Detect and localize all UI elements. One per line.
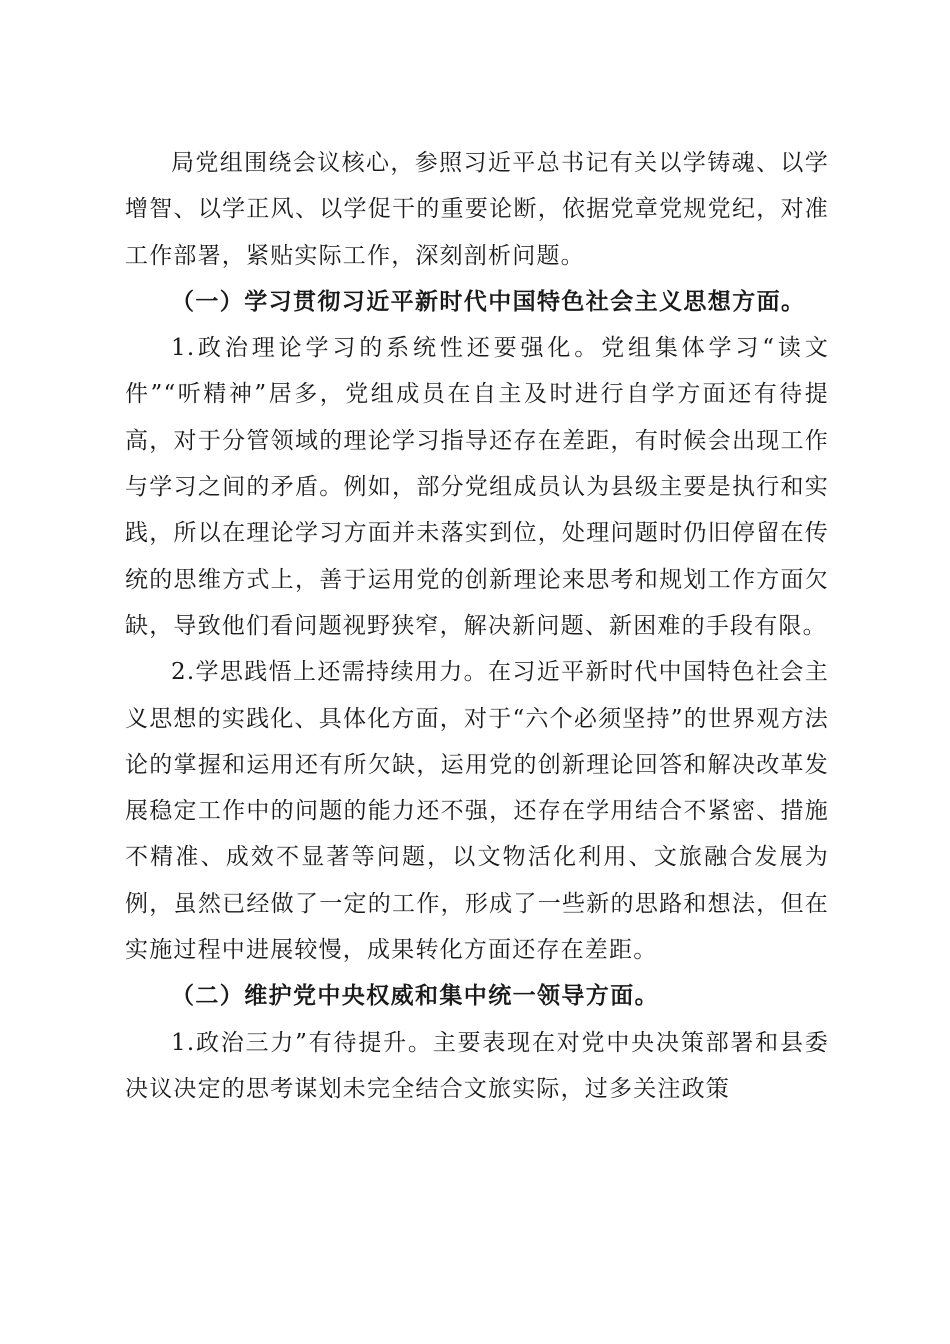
section-heading-1: （一）学习贯彻习近平新时代中国特色社会主义思想方面。 [171, 287, 806, 315]
intro-paragraph: 局党组围绕会议核心，参照习近平总书记有关以学铸魂、以学增智、以学正风、以学促干的重要论断，依据党章党规党纪，对准工作部署，紧贴实际工作，深刻剖析问题。 [125, 150, 829, 269]
paragraph-1-2: 2.学思践悟上还需持续用力。在习近平新时代中国特色社会主义思想的实践化、具体化方面，对于“六个必须坚持”的世界观方法论的掌握和运用还有所欠缺，运用党的创新理论回答和解决改革发展稳定工作中的问题的能力还不强，还存在学用结合不紧密、措施不精准、成效不显著等问题，以文物活化利用、文旅融合发展为例，虽然已经做了一定的工作，形成了一些新的思路和想法，但在实施过程中进展较慢，成果转化方面还存在差距。 [125, 659, 829, 964]
paragraph-2-1: 1.政治三力”有待提升。主要表现在对党中央决策部署和县委决议决定的思考谋划未完全结合文旅实际，过多关注政策 [125, 1029, 829, 1102]
document-body [125, 140, 829, 1112]
section-heading-2: （二）维护党中央权威和集中统一领导方面。 [171, 982, 659, 1010]
paragraph-1-1: 1.政治理论学习的系统性还要强化。党组集体学习“读文件”“听精神”居多，党组成员在自主及时进行自学方面还有待提高，对于分管领域的理论学习指导还存在差距，有时候会出现工作与学习之间的矛盾。例如，部分党组成员认为县级主要是执行和实践，所以在理论学习方面并未落实到位，处理问题时仍旧停留在传统的思维方式上，善于运用党的创新理论来思考和规划工作方面欠缺，导致他们看问题视野狭窄，解决新问题、新困难的手段有限。 [125, 335, 829, 639]
